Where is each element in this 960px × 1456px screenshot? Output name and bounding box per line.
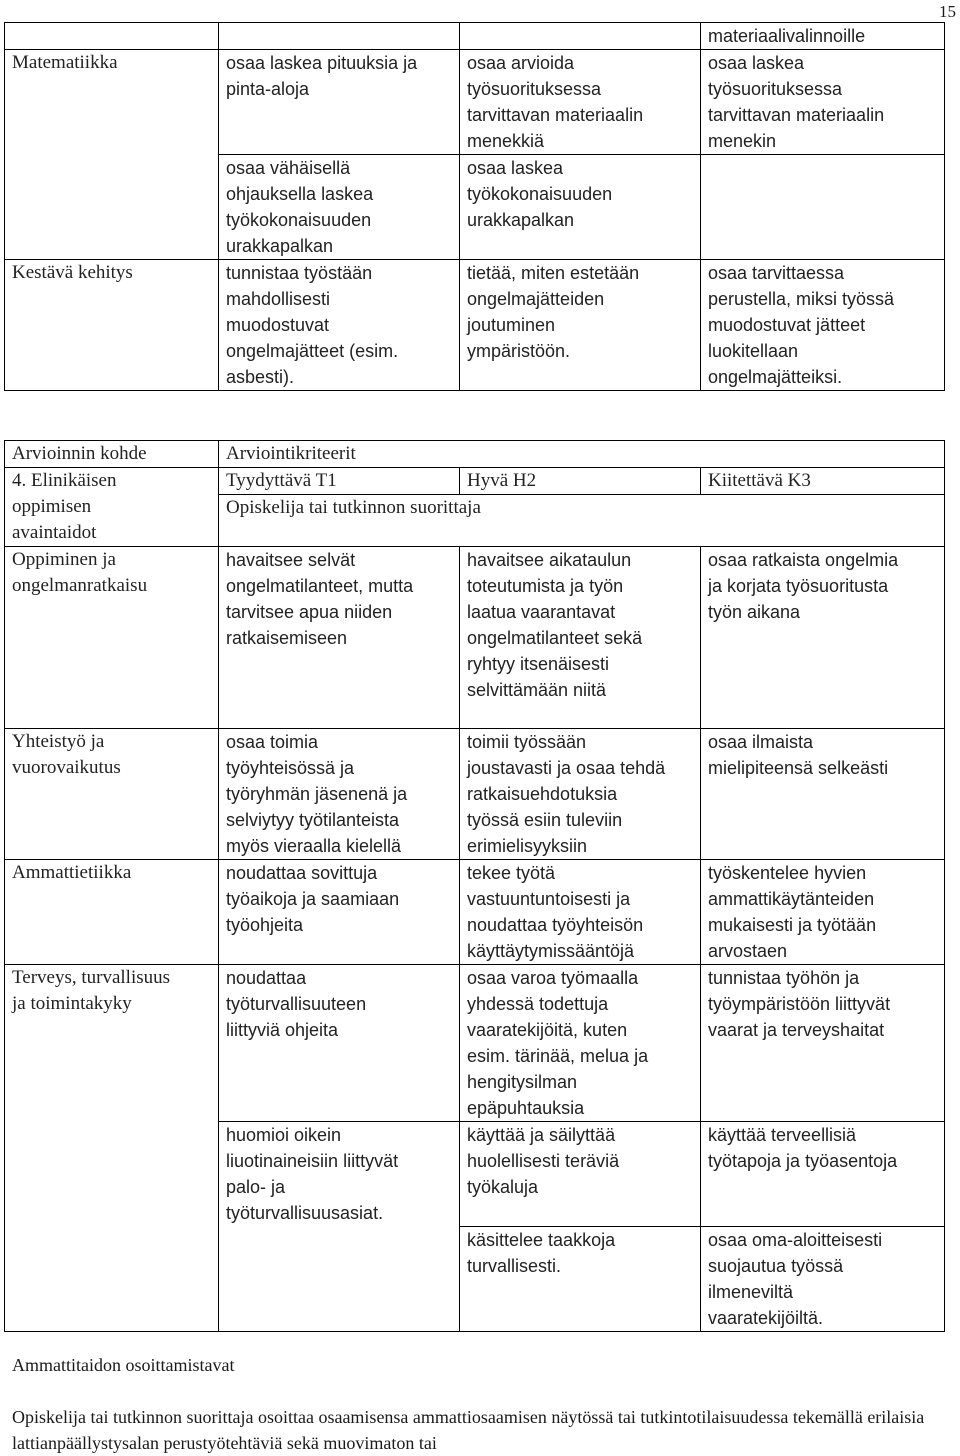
table-cell: osaa tarvittaessa perustella, miksi työssä muodostuvat jätteet luokitellaan ongelmajätteiksi.: [701, 260, 945, 391]
table-cell: osaa ratkaista ongelmia ja korjata työsuoritusta työn aikana: [701, 547, 945, 729]
table-cell: [5, 155, 219, 260]
table-cell: osaa oma-aloitteisesti suojautua työssä ilmeneviltä vaaratekijöiltä.: [701, 1226, 945, 1331]
table-cell: [5, 23, 219, 50]
grade-h2: Hyvä H2: [460, 468, 701, 495]
table-cell: käyttää ja säilyttää huolellisesti teräviä työkaluja: [460, 1122, 701, 1227]
table-cell: tunnistaa työstään mahdollisesti muodostuvat ongelmajätteet (esim. asbesti).: [219, 260, 460, 391]
performer-label: Opiskelija tai tutkinnon suorittaja: [219, 495, 945, 547]
table-cell: osaa toimia työyhteisössä ja työryhmän jäsenenä ja selviytyy työtilanteista myös vieraalla kielellä: [219, 729, 460, 860]
grade-k3: Kiitettävä K3: [701, 468, 945, 495]
assessment-table: [4, 440, 945, 1332]
row-label: Kestävä kehitys: [5, 260, 219, 391]
table-cell: osaa varoa työmaalla yhdessä todettuja vaaratekijöitä, kuten esim. tärinää, melua ja hengitysilman epäpuhtauksia: [460, 965, 701, 1122]
table-cell: [5, 1122, 219, 1227]
table-cell: noudattaa sovittuja työaikoja ja saamiaan työohjeita: [219, 860, 460, 965]
row-label: Ammattietiikka: [5, 860, 219, 965]
table-cell: [460, 23, 701, 50]
table-cell: tietää, miten estetään ongelmajätteiden joutuminen ympäristöön.: [460, 260, 701, 391]
table-row: [5, 729, 945, 860]
table-cell: osaa vähäisellä ohjauksella laskea työkokonaisuuden urakkapalkan: [219, 155, 460, 260]
table-row: [5, 260, 945, 391]
row-label: Oppiminen ja ongelmanratkaisu: [5, 547, 219, 729]
page-number: 15: [939, 2, 956, 21]
table-cell: osaa ilmaista mielipiteensä selkeästi: [701, 729, 945, 860]
table-row: [5, 1122, 945, 1227]
table-row: [5, 965, 945, 1122]
top-criteria-table: [4, 22, 945, 391]
table-cell: toimii työssään joustavasti ja osaa tehdä ratkaisuehdotuksia työssä esiin tuleviin erimielisyyksiin: [460, 729, 701, 860]
row-label: Terveys, turvallisuus ja toimintakyky: [5, 965, 219, 1122]
table-row: [5, 1226, 945, 1331]
table-cell: osaa laskea työkokonaisuuden urakkapalkan: [460, 155, 701, 260]
table-cell: huomioi oikein liuotinaineisiin liittyvät palo- ja työturvallisuusasiat.: [219, 1122, 460, 1227]
target-title: 4. Elinikäisen oppimisen avaintaidot: [5, 468, 219, 547]
section-heading: Ammattitaidon osoittamistavat: [12, 1355, 235, 1375]
table-row: [5, 155, 945, 260]
table-cell: tekee työtä vastuuntuntoisesti ja noudattaa työyhteisön käyttäytymissääntöjä: [460, 860, 701, 965]
table-cell: materiaalivalinnoille: [701, 23, 945, 50]
table-cell: käyttää terveellisiä työtapoja ja työasentoja: [701, 1122, 945, 1227]
table-cell: osaa arvioida työsuorituksessa tarvittavan materiaalin menekkiä: [460, 50, 701, 155]
table-cell: [219, 23, 460, 50]
table-cell: [5, 1226, 219, 1331]
table-cell: havaitsee aikataulun toteutumista ja työn laatua vaarantavat ongelmatilanteet sekä ryhtyy itsenäisesti selvittämään niitä: [460, 547, 701, 729]
table-row: [5, 23, 945, 50]
grade-t1: Tyydyttävä T1: [219, 468, 460, 495]
table-cell: työskentelee hyvien ammattikäytänteiden mukaisesti ja työtään arvostaen: [701, 860, 945, 965]
table-cell: noudattaa työturvallisuuteen liittyviä ohjeita: [219, 965, 460, 1122]
table-cell: osaa laskea työsuorituksessa tarvittavan materiaalin menekin: [701, 50, 945, 155]
table-cell: [701, 155, 945, 260]
table-header-row: [5, 441, 945, 468]
table-cell: käsittelee taakkoja turvallisesti.: [460, 1226, 701, 1331]
table-cell: havaitsee selvät ongelmatilanteet, mutta tarvitsee apua niiden ratkaisemiseen: [219, 547, 460, 729]
body-paragraph: Opiskelija tai tutkinnon suorittaja osoittaa osaamisensa ammattiosaamisen näytössä tai tutkintotilaisuudessa tekemällä erilaisia lattianpäällystysalan perustyötehtäviä sekä muovimaton tai: [12, 1407, 925, 1453]
table-row: [5, 547, 945, 729]
row-label: Matematiikka: [5, 50, 219, 155]
row-label: Yhteistyö ja vuorovaikutus: [5, 729, 219, 860]
table-cell: [219, 1226, 460, 1331]
table-row: [5, 50, 945, 155]
header-criteria: Arviointikriteerit: [219, 441, 945, 468]
table-cell: tunnistaa työhön ja työympäristöön liittyvät vaarat ja terveyshaitat: [701, 965, 945, 1122]
table-row: [5, 860, 945, 965]
header-target: Arvioinnin kohde: [5, 441, 219, 468]
table-cell: osaa laskea pituuksia ja pinta-aloja: [219, 50, 460, 155]
table-header-row: [5, 468, 945, 495]
